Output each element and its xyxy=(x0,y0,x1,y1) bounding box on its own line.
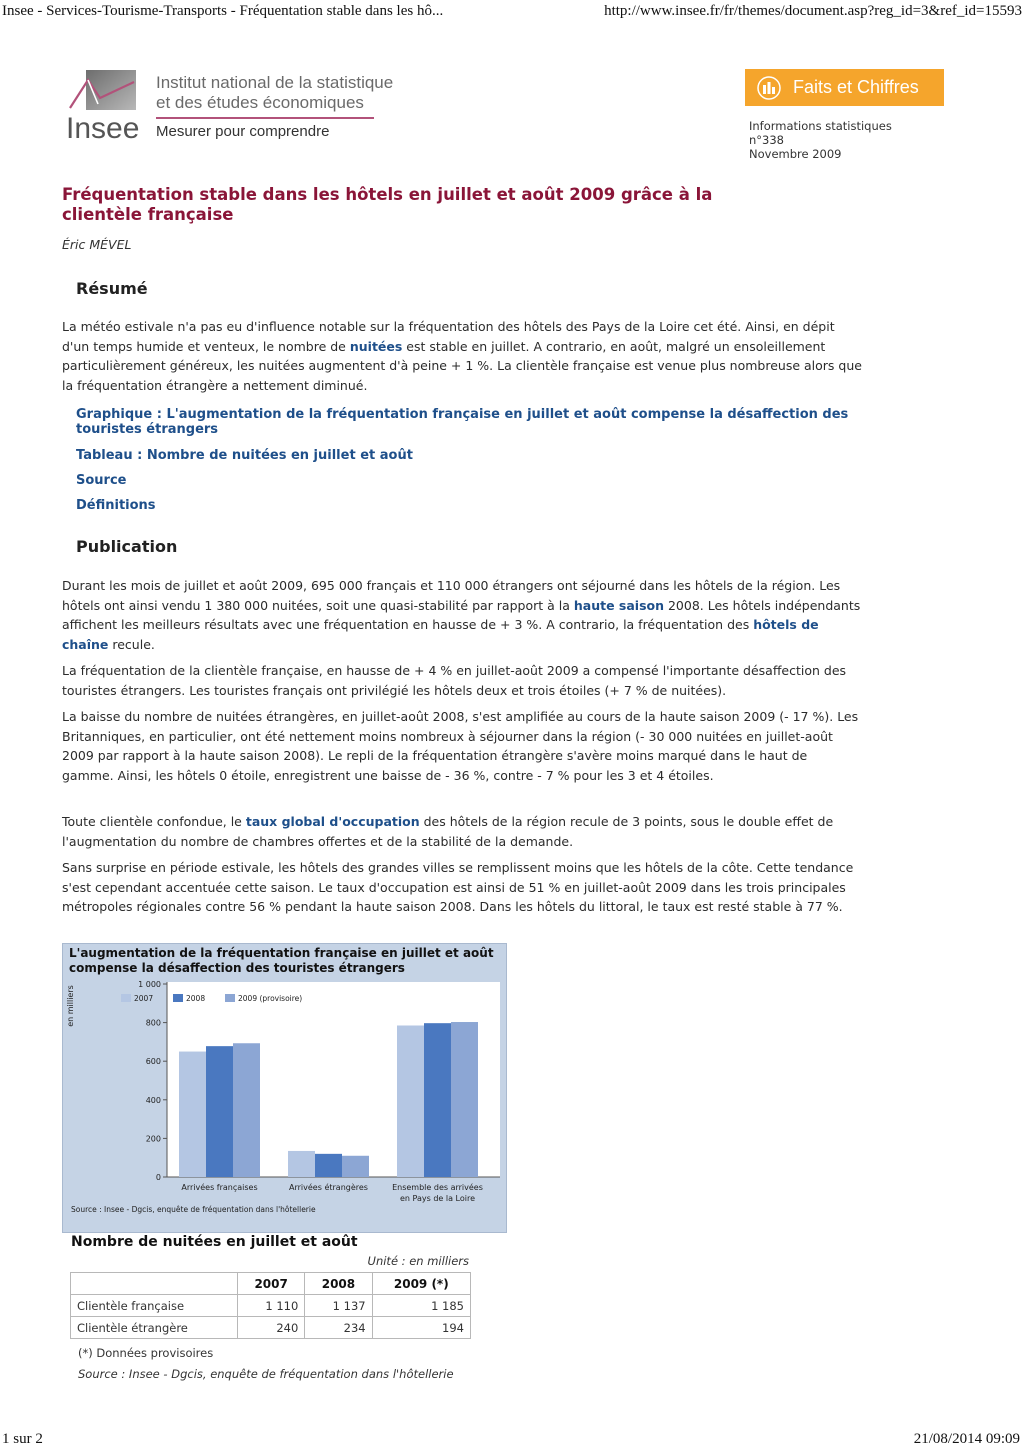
page-title: Insee - Services-Tourisme-Transports - Fréquentation stable dans les hô... xyxy=(2,3,444,19)
table-note: (*) Données provisoires xyxy=(78,1346,214,1360)
x-category-label: Ensemble des arrivées xyxy=(392,1183,483,1192)
bar xyxy=(233,1043,260,1177)
source-link[interactable]: Source xyxy=(76,473,127,488)
p1-text-1: Durant les mois de juillet et août 2009, 695 000 français et 110 000 étrangers ont séjourné dans les hôtels de la région. Les hôtels ont ainsi vendu 1 380 000 nuitées, soit une quasi-stabilité par rapport à la xyxy=(62,578,841,613)
graphique-link[interactable]: Graphique : L'augmentation de la fréquentation française en juillet et août compense la désaffection des touristes étrangers xyxy=(76,407,849,437)
y-tick-label: 800 xyxy=(145,1018,161,1028)
bar xyxy=(315,1154,342,1177)
institute-line-1: Institut national de la statistique xyxy=(156,73,394,92)
building-icon xyxy=(757,76,781,100)
chart-panel xyxy=(62,943,507,1233)
table-cell: 194 xyxy=(372,1317,470,1339)
table-header-row xyxy=(71,1273,471,1295)
p1-text-2: 2008. Les hôtels indépendants affichent les meilleurs résultats avec une fréquentation en hausse de + 3 %. A contrario, la fréquentation des xyxy=(62,597,861,633)
bar xyxy=(288,1151,315,1177)
bar-chart xyxy=(63,944,506,1232)
table-header-cell xyxy=(71,1273,238,1295)
p1-text-3: recule. xyxy=(108,636,155,652)
table-title: Nombre de nuitées en juillet et août xyxy=(71,1234,358,1250)
table-row xyxy=(71,1295,471,1317)
table-cell: 1 185 xyxy=(372,1295,470,1317)
article-author: Éric MÉVEL xyxy=(62,237,132,252)
table-cell: 1 110 xyxy=(238,1295,305,1317)
chart-source: Source : Insee - Dgcis, enquête de fréquentation dans l'hôtellerie xyxy=(71,1205,316,1214)
info-line-1: Informations statistiques xyxy=(749,119,892,133)
y-tick-label: 400 xyxy=(145,1095,161,1105)
resume-text-1: La météo estivale n'a pas eu d'influence notable sur la fréquentation des hôtels des Pays de la Loire cet été. Ainsi, en dépit d'un temps humide et venteux, le nombre de xyxy=(62,319,835,354)
badge-label: Faits et Chiffres xyxy=(793,77,919,97)
publication-paragraph-3: La baisse du nombre de nuitées étrangères, en juillet-août 2008, s'est amplifiée au cours de la haute saison 2009 (- 17 %). Les Britanniques, en particulier, ont été nettement moins nombreux à séjourner dans la région (- 30 000 nuitées en juillet-août 2009 par rapport à la haute saison 2008). Le repli de la fréquentation étrangère s'avère moins marqué dans le haut de gamme. Ainsi, les hôtels 0 étoile, enregistrent une baisse de - 36 %, contre - 7 % pour les 3 et 4 étoiles. xyxy=(62,709,859,783)
bar xyxy=(342,1156,369,1177)
p4-text-1: Toute clientèle confondue, le xyxy=(62,814,246,829)
publication-heading: Publication xyxy=(76,537,178,556)
definitions-link[interactable]: Définitions xyxy=(76,498,156,513)
table-header-cell: 2009 (*) xyxy=(372,1273,470,1295)
nuitees-link[interactable]: nuitées xyxy=(349,338,403,354)
insee-wordmark: Insee xyxy=(66,112,140,145)
resume-heading: Résumé xyxy=(76,279,148,298)
header-divider xyxy=(156,117,374,119)
article-title: Fréquentation stable dans les hôtels en juillet et août 2009 grâce à la clientèle française xyxy=(62,185,713,224)
y-tick-label: 200 xyxy=(145,1134,161,1144)
resume-text-2: est stable en juillet. A contrario, en août, malgré un ensoleillement particulièrement généreux, les nuitées augmentent d'à peine + 1 %. La clientèle française est venue plus nombreuse alors que la fréquentation étrangère a nettement diminué. xyxy=(62,338,862,393)
y-tick-label: 0 xyxy=(155,1173,161,1182)
y-tick-label: 600 xyxy=(145,1057,161,1067)
table-cell: Clientèle étrangère xyxy=(71,1317,238,1339)
publication-paragraph-5: Sans surprise en période estivale, les hôtels des grandes villes se remplissent moins que les hôtels de la côte. Cette tendance s'est cependant accentuée cette saison. Le taux d'occupation est ainsi de 51 % en juillet-août 2009 dans les trois principales métropoles régionales contre 56 % pendant la haute saison 2008. Dans les hôtels du littoral, le taux est resté stable à 77 %. xyxy=(62,860,854,915)
print-header xyxy=(0,3,1024,23)
table-cell: Clientèle française xyxy=(71,1295,238,1317)
table-unit: Unité : en milliers xyxy=(367,1254,469,1268)
table-header-cell: 2008 xyxy=(305,1273,372,1295)
bar xyxy=(424,1023,451,1177)
faits-et-chiffres-badge[interactable] xyxy=(745,69,944,106)
publication-paragraph-2: La fréquentation de la clientèle française, en hausse de + 4 % en juillet-août 2009 a compensé l'importante désaffection des touristes étrangers. Les touristes français ont privilégié les hôtels deux et trois étoiles (+ 7 % de nuitées). xyxy=(62,663,847,698)
table-row xyxy=(71,1317,471,1339)
page-url[interactable]: http://www.insee.fr/fr/themes/document.asp?reg_id=3&ref_id=15593 xyxy=(604,3,1022,19)
info-line-2: n°338 xyxy=(749,133,784,147)
info-line-3: Novembre 2009 xyxy=(749,147,842,161)
chart-title: L'augmentation de la fréquentation française en juillet et août compense la désaffection des touristes étrangers xyxy=(69,946,494,975)
table-cell: 234 xyxy=(305,1317,372,1339)
page-count: 1 sur 2 xyxy=(2,1431,43,1447)
bar xyxy=(397,1025,424,1177)
publication-paragraph-4 xyxy=(62,812,862,851)
legend-label: 2008 xyxy=(186,994,206,1003)
legend-label: 2009 (provisoire) xyxy=(238,994,303,1003)
table-header-cell: 2007 xyxy=(238,1273,305,1295)
bar xyxy=(179,1052,206,1177)
publication-info xyxy=(749,119,892,161)
legend-swatch xyxy=(225,994,235,1002)
institute-name xyxy=(156,73,393,113)
nuitees-table xyxy=(70,1272,471,1339)
p4-text-2: des hôtels de la région recule de 3 points, sous le double effet de l'augmentation du nombre de chambres offertes et de la stabilité de la demande. xyxy=(62,814,834,849)
x-category-label: Arrivées étrangères xyxy=(289,1183,368,1192)
table-cell: 1 137 xyxy=(305,1295,372,1317)
y-axis-label: en milliers xyxy=(66,985,75,1027)
bar xyxy=(206,1046,233,1177)
publication-paragraph-1 xyxy=(62,576,862,654)
resume-paragraph xyxy=(62,317,862,395)
bar xyxy=(451,1022,478,1177)
y-tick-label: 1 000 xyxy=(138,980,161,989)
print-footer xyxy=(0,1431,1024,1449)
haute-saison-link[interactable]: haute saison xyxy=(573,597,664,613)
tableau-link[interactable]: Tableau : Nombre de nuitées en juillet et août xyxy=(76,448,413,463)
taux-global-occupation-link[interactable]: taux global d'occupation xyxy=(245,814,420,829)
tagline: Mesurer pour comprendre xyxy=(156,123,330,140)
table-source: Source : Insee - Dgcis, enquête de fréquentation dans l'hôtellerie xyxy=(78,1367,454,1381)
legend-swatch xyxy=(173,994,183,1002)
legend-label: 2007 xyxy=(134,994,154,1003)
legend-swatch xyxy=(121,994,131,1002)
print-datetime: 21/08/2014 09:09 xyxy=(913,1431,1020,1447)
table-cell: 240 xyxy=(238,1317,305,1339)
x-category-label: en Pays de la Loire xyxy=(399,1194,476,1203)
x-category-label: Arrivées françaises xyxy=(181,1183,258,1192)
institute-line-2: et des études économiques xyxy=(156,93,364,112)
hotels-de-chaine-link[interactable]: hôtels de chaîne xyxy=(62,617,819,652)
